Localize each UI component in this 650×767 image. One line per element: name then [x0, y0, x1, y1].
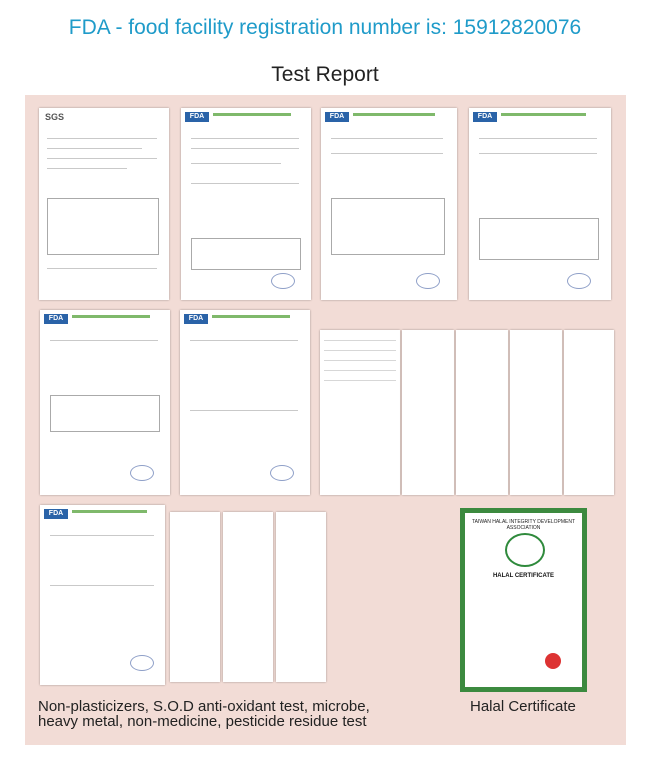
fda-logo: FDA	[184, 314, 208, 324]
fda-logo: FDA	[185, 112, 209, 122]
fda-logo: FDA	[44, 314, 68, 324]
residue-table-document	[320, 330, 400, 495]
fda-report-document-4	[40, 310, 170, 495]
residue-table-page-2	[456, 330, 508, 495]
residue-table-page-1	[402, 330, 454, 495]
fda-registration-header: FDA - food facility registration number is: 15912820076	[68, 16, 582, 39]
tests-caption: Non-plasticizers, S.O.D anti-oxidant test, microbe, heavy metal, non-medicine, pesticide residue test	[38, 698, 370, 730]
halal-certificate-heading: HALAL CERTIFICATE	[492, 573, 555, 579]
residue-table-page-6	[223, 512, 273, 682]
page-title: Test Report	[271, 63, 379, 86]
sgs-logo: SGS	[45, 112, 65, 122]
residue-table-page-5	[170, 512, 220, 682]
fda-report-document-2	[321, 108, 457, 300]
fda-logo: FDA	[44, 509, 68, 519]
fda-report-document-1	[181, 108, 311, 300]
sgs-report-document	[39, 108, 169, 300]
fda-report-document-5	[180, 310, 310, 495]
fda-report-document-6	[40, 505, 165, 685]
halal-caption: Halal Certificate	[470, 698, 576, 715]
fda-report-document-3	[469, 108, 611, 300]
fda-logo: FDA	[325, 112, 349, 122]
fda-logo: FDA	[473, 112, 497, 122]
halal-org-name: TAIWAN HALAL INTEGRITY DEVELOPMENT ASSOCIATION	[471, 519, 576, 531]
residue-table-page-7	[276, 512, 326, 682]
halal-certificate	[460, 508, 587, 692]
residue-table-page-4	[564, 330, 614, 495]
residue-table-page-3	[510, 330, 562, 495]
seal-icon	[545, 653, 561, 669]
halal-logo-icon	[505, 533, 545, 567]
